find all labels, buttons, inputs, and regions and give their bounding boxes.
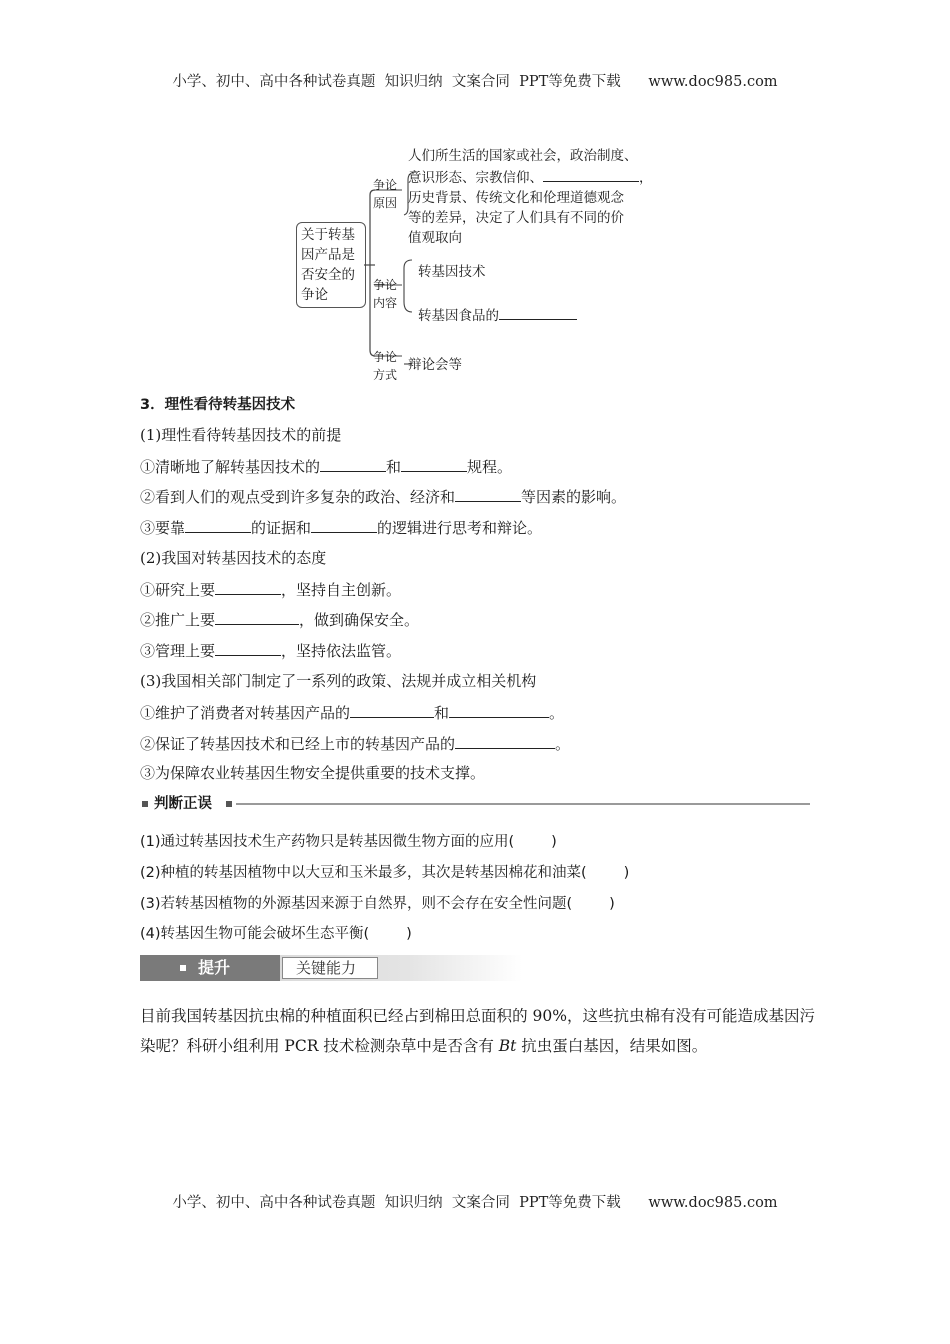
page-header: 小学、初中、高中各种试卷真题 知识归纳 文案合同 PPT等免费下载 www.doc985.com — [172, 74, 778, 90]
branch-label-line: 原因 — [373, 196, 398, 210]
branch-label-line: 争论 — [373, 278, 398, 292]
list-item: ①维护了消费者对转基因产品的 和 。 — [140, 704, 565, 722]
list-item: ①清晰地了解转基因技术的 和 规程。 — [140, 458, 513, 476]
subheading: (2)我国对转基因技术的态度 — [140, 549, 327, 567]
fill-blank[interactable] — [499, 304, 577, 320]
list-item: ②保证了转基因技术和已经上市的转基因产品的 。 — [140, 735, 571, 753]
section-title: 3．理性看待转基因技术 — [140, 397, 296, 413]
method-item: 辩论会等 — [408, 357, 462, 373]
square-bullet-icon — [226, 801, 232, 807]
branch-reason-text — [408, 146, 668, 248]
fill-blank[interactable] — [311, 517, 377, 533]
branch-label-reason — [373, 176, 397, 212]
fill-blank[interactable] — [401, 456, 467, 472]
reason-line: 历史背景、传统文化和伦理道德观念 — [408, 190, 624, 206]
reason-line: 值观取向 — [408, 230, 462, 246]
fill-blank[interactable] — [350, 702, 434, 718]
content-item: 转基因技术 — [418, 264, 486, 280]
reason-line: 人们所生活的国家或社会，政治制度、 — [408, 148, 638, 164]
mindmap-root — [296, 222, 366, 308]
content-item-with-blank: 转基因食品的 — [418, 304, 577, 326]
branch-label-method — [373, 348, 397, 384]
list-item: ②看到人们的观点受到许多复杂的政治、经济和 等因素的影响。 — [140, 488, 627, 506]
page-footer: 小学、初中、高中各种试卷真题 知识归纳 文案合同 PPT等免费下载 www.doc985.com — [172, 1195, 778, 1211]
subheading: (1)理性看待转基因技术的前提 — [140, 426, 342, 444]
square-bullet-icon — [180, 965, 186, 971]
fill-blank[interactable] — [449, 702, 549, 718]
banner-tag: 提升 — [198, 958, 231, 977]
list-item: ③为保障农业转基因生物安全提供重要的技术支撑。 — [140, 764, 486, 782]
gene-name: Bt — [498, 1037, 517, 1055]
root-line: 争论 — [301, 287, 328, 303]
fill-blank[interactable] — [215, 640, 281, 656]
branch-label-line: 内容 — [373, 296, 398, 310]
branch-label-line: 争论 — [373, 178, 398, 192]
list-item: ③管理上要 ，坚持依法监管。 — [140, 642, 402, 660]
list-item: ①研究上要 ，坚持自主创新。 — [140, 581, 402, 599]
branch-label-content — [373, 276, 397, 312]
judge-section-header — [140, 794, 812, 814]
fill-blank[interactable] — [215, 609, 299, 625]
judge-item: (2)种植的转基因植物中以大豆和玉米最多，其次是转基因棉花和油菜( ) — [140, 865, 630, 881]
banner-label: 关键能力 — [296, 959, 357, 977]
reason-line-with-blank: 意识形态、宗教信仰、 ， — [408, 166, 668, 188]
root-line: 关于转基 — [301, 227, 355, 243]
list-item: ③要靠 的证据和 的逻辑进行思考和辩论。 — [140, 519, 543, 537]
root-line: 否安全的 — [301, 267, 355, 283]
subheading: (3)我国相关部门制定了一系列的政策、法规并成立相关机构 — [140, 672, 537, 690]
branch-label-line: 方式 — [373, 368, 398, 382]
root-line: 因产品是 — [301, 247, 355, 263]
divider — [236, 803, 810, 805]
list-item: ②推广上要 ，做到确保安全。 — [140, 611, 420, 629]
judge-title: 判断正误 — [154, 796, 212, 812]
reason-line: 等的差异，决定了人们具有不同的价 — [408, 210, 624, 226]
square-bullet-icon — [142, 801, 148, 807]
judge-item: (3)若转基因植物的外源基因来源于自然界，则不会存在安全性问题( ) — [140, 896, 615, 912]
fill-blank[interactable] — [320, 456, 386, 472]
fill-blank[interactable] — [185, 517, 251, 533]
fill-blank[interactable] — [455, 733, 555, 749]
fill-blank[interactable] — [215, 579, 281, 595]
intro-paragraph: 目前我国转基因抗虫棉的种植面积已经占到棉田总面积的 90%，这些抗虫棉有没有可能造成基因污染呢？科研小组利用 PCR 技术检测杂草中是否含有 Bt 抗虫蛋白基因，结果如图。 — [140, 1007, 815, 1055]
fill-blank[interactable] — [455, 486, 521, 502]
branch-label-line: 争论 — [373, 350, 398, 364]
fill-blank[interactable] — [543, 166, 639, 182]
judge-item: (1)通过转基因技术生产药物只是转基因微生物方面的应用( ) — [140, 834, 557, 850]
section-banner — [140, 955, 522, 981]
judge-item: (4)转基因生物可能会破坏生态平衡( ) — [140, 926, 412, 942]
